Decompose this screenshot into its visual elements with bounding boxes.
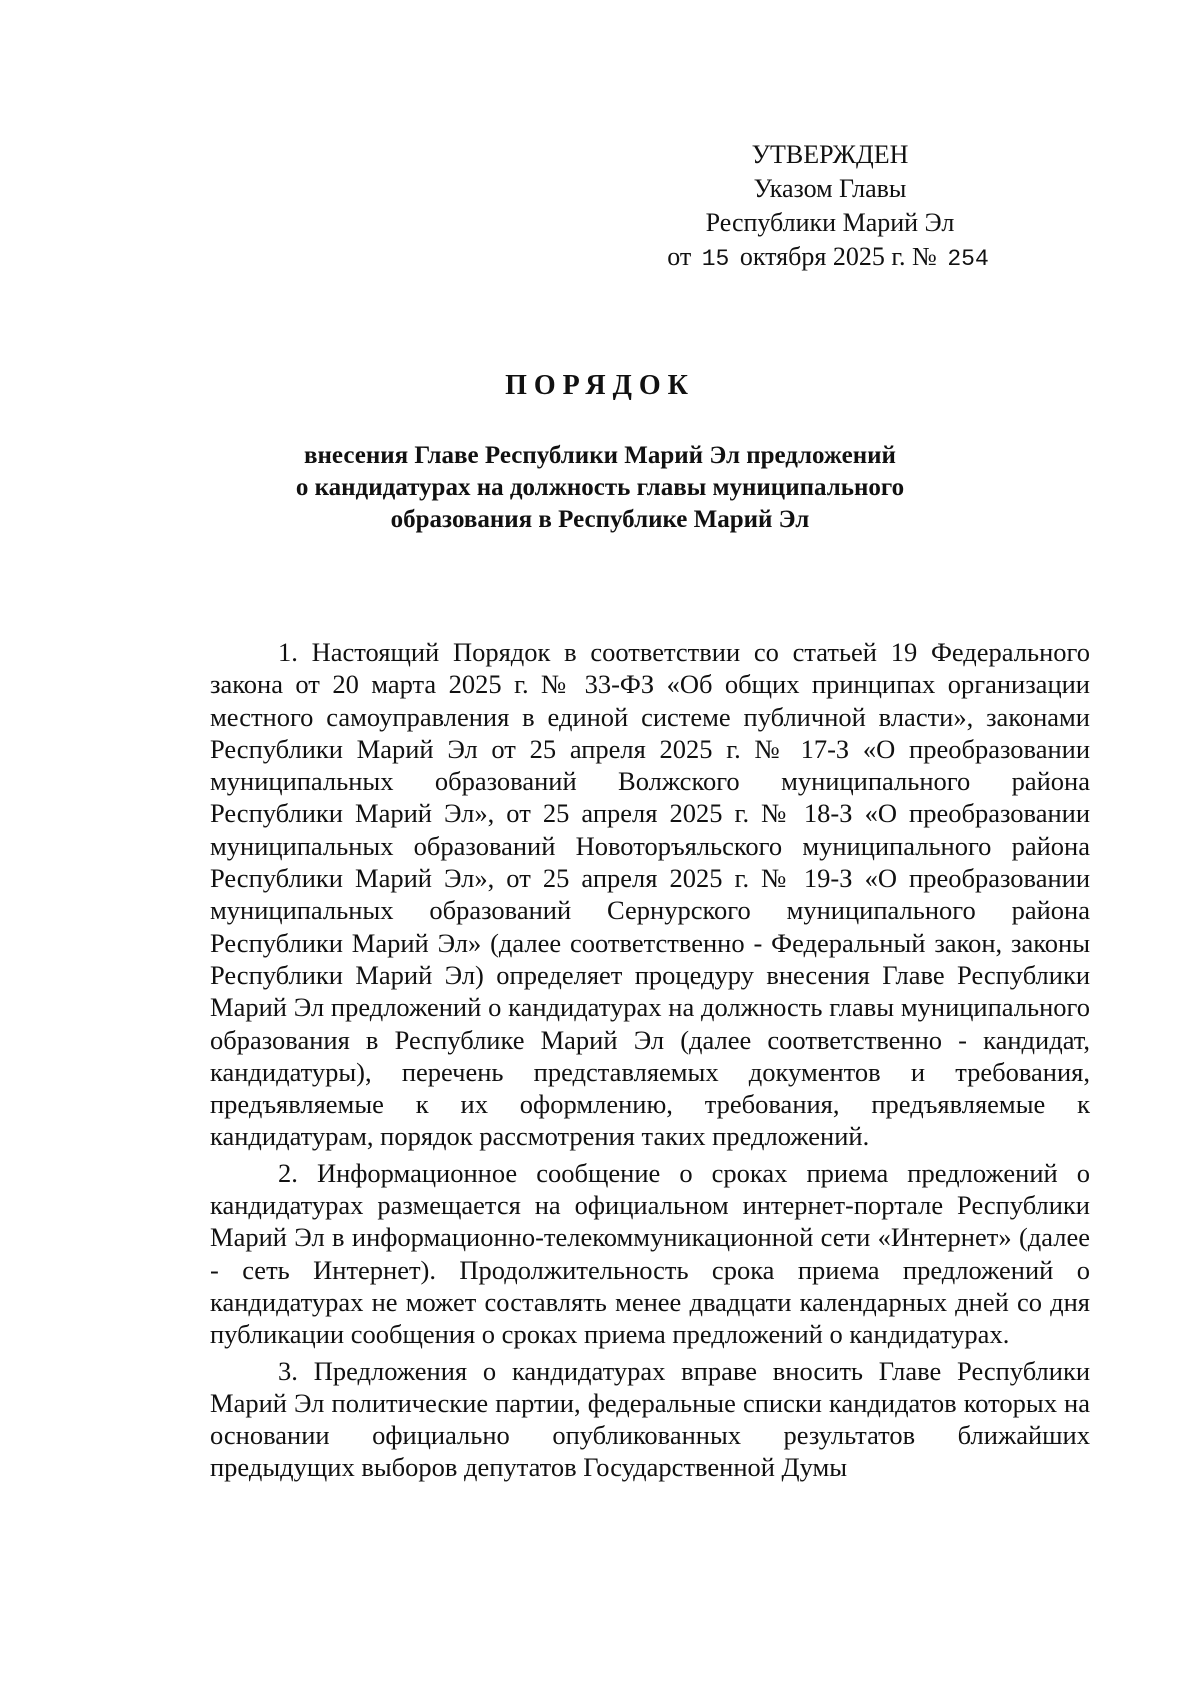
subtitle-line-3: образования в Республике Марий Эл [390,506,810,533]
approval-date-prefix: от [667,242,692,271]
approval-month-year: октября 2025 г. № [739,242,937,271]
approval-date [600,240,1060,276]
approval-day: 15 [701,246,730,272]
approval-by-decree: Указом Главы [753,174,907,203]
paragraph-1: 1. Настоящий Порядок в соответствии со статьей 19 Федерального закона от 20 марта 2025 г. № 33-ФЗ «Об общих принципах организации местного самоуправления в единой системе публичной власти», законами Республики Марий Эл от 25 апреля 2025 г. № 17-З «О преобразовании муниципальных образований Волжского муниципального района Республики Марий Эл», от 25 апреля 2025 г. № 18-З «О преобразовании муниципальных образований Новоторъяльского муниципального района Республики Марий Эл», от 25 апреля 2025 г. № 19-З «О преобразовании муниципальных образований Сернурского муниципального района Республики Марий Эл» (далее соответственно - Федеральный закон, законы Республики Марий Эл) определяет процедуру внесения Главе Республики Марий Эл предложений о кандидатурах на должность главы муниципального образования в Республике Марий Эл (далее соответственно - кандидат, кандидатуры), перечень представляемых документов и требования, предъявляемые к их оформлению, требования, предъявляемые к кандидатурам, порядок рассмотрения таких предложений. [210,637,1090,1152]
approval-approved: УТВЕРЖДЕН [751,140,909,169]
approval-stamp [600,138,1060,276]
document-title: ПОРЯДОК [505,370,695,401]
subtitle-line-2: о кандидатурах на должность главы муниципального [295,474,905,501]
approval-republic: Республики Марий Эл [705,208,955,237]
approval-number: 254 [947,246,989,272]
subtitle-line-1: внесения Главе Республики Марий Эл предложений [304,442,896,469]
paragraph-2: 2. Информационное сообщение о сроках приема предложений о кандидатурах размещается на официальном интернет-портале Республики Марий Эл в информационно-телекоммуникационной сети «Интернет» (далее - сеть Интернет). Продолжительность срока приема предложений о кандидатурах не может составлять менее двадцати календарных дней со дня публикации сообщения о сроках приема предложений о кандидатурах. [210,1157,1090,1350]
paragraph-3: 3. Предложения о кандидатурах вправе вносить Главе Республики Марий Эл политические партии, федеральные списки кандидатов которых на основании официально опубликованных результатов ближайших предыдущих выборов депутатов Государственной Думы [210,1355,1090,1483]
document-subtitle [250,440,950,536]
document-body [210,636,1090,1488]
